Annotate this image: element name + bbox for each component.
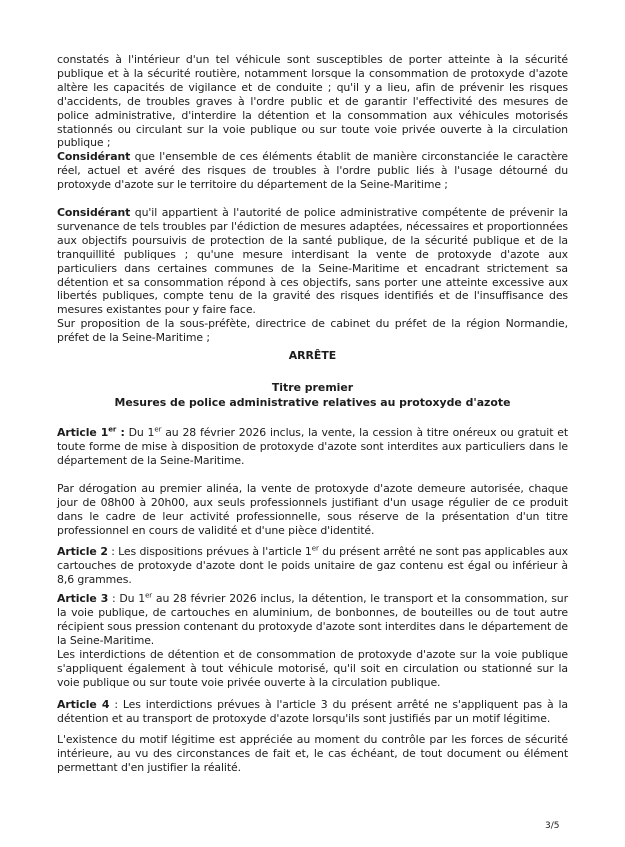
page-number: 3/5: [545, 821, 560, 831]
article-4-motif: [57, 733, 568, 775]
article-4-label: Article 4: [57, 698, 110, 711]
paragraph-text: au 28 février 2026 inclus, la détention, le transport et la consommation, sur la voie publique, de cartouches en aluminium, de bonbonnes, de bouteilles ou de tout autre récipient sous pression contenant du protoxyde d'azote sont interdites dans le département de la Seine-Maritime.: [57, 592, 568, 647]
paragraph-proposition: [57, 317, 568, 345]
paragraph-text: : Les interdictions prévues à l'article 3 du présent arrêté ne s'appliquent pas à la détention et au transport de protoxyde d'azote lorsqu'ils sont justifiés par un motif légitime.: [57, 698, 568, 725]
paragraph-intro-continuation: [57, 53, 568, 150]
paragraph-text: que l'ensemble de ces éléments établit de manière circonstanciée le caractère réel, actuel et avéré des risques de troubles à l'ordre public liés à l'usage détourné du protoxyde d'azote sur le territoire du département de la Seine-Maritime ;: [57, 150, 568, 191]
considerant-keyword: Considérant: [57, 150, 131, 163]
article-1-label: Article 1er :: [57, 425, 125, 439]
paragraph-text: du présent arrêté ne sont pas applicables aux cartouches de protoxyde d'azote dont le poids unitaire de gaz contenu est égal ou inférieur à 8,6 grammes.: [57, 545, 568, 586]
paragraph-text: L'existence du motif légitime est appréciée au moment du contrôle par les forces de sécurité intérieure, au vu des circonstances de fait et, le cas échéant, de tout document ou élément permettant d'en justifier la réalité.: [57, 733, 568, 774]
article-2: Article 2 : Les dispositions prévues à l'article 1er du présent arrêté ne sont pas applicables aux cartouches de protoxyde d'azote dont le poids unitaire de gaz contenu est égal ou inférieur à 8,6 grammes.: [57, 544, 568, 586]
article-4: [57, 698, 568, 726]
paragraph-text: Sur proposition de la sous-préfète, directrice de cabinet du préfet de la région Normandie, préfet de la Seine-Maritime ;: [57, 317, 568, 344]
arrete-heading: ARRÊTE: [288, 349, 337, 362]
paragraph-text: Par dérogation au premier alinéa, la vente de protoxyde d'azote demeure autorisée, chaque jour de 08h00 à 20h00, aux seuls professionnels justifiant d'un usage régulier de ce produit dans le cadre de leur activité professionnelle, sous réserve de la présentation d'un titre professionnel en cours de validité et d'une pièce d'identité.: [57, 482, 568, 537]
paragraph-text: Les interdictions de détention et de consommation de protoxyde d'azote sur la voie publique s'appliquent également à tout véhicule motorisé, qu'il soit en circulation ou stationné sur la voie publique ou sur toute voie privée ouverte à la circulation publique.: [57, 648, 568, 689]
title-subheading: Mesures de police administrative relatives au protoxyde d'azote: [114, 396, 511, 409]
article-3: Article 3 : Du 1er au 28 février 2026 inclus, la détention, le transport et la consommation, sur la voie publique, de cartouches en aluminium, de bonbonnes, de bouteilles ou de tout autre récipient sous pression contenant du protoxyde d'azote sont interdites dans le département de la Seine-Maritime.: [57, 591, 568, 647]
article-2-label: Article 2: [57, 545, 108, 558]
paragraph-text: qu'il appartient à l'autorité de police administrative compétente de prévenir la survenance de tels troubles par l'édiction de mesures adaptées, nécessaires et proportionnées aux objectifs poursuivis de protection de la santé publique, de la sécurité publique et de la tranquillité publiques ; qu'une mesure interdisant la vente de protoxyde d'azote aux particuliers dans certaines communes de la Seine-Maritime et encadrant strictement sa détention et sa consommation répond à ces objectifs, sans porter une atteinte excessive aux libertés publiques, compte tenu de la gravité des risques identifiés et de l'insuffisance des mesures existantes pour y faire face.: [57, 206, 568, 317]
paragraph-text: au 28 février 2026 inclus, la vente, la cession à titre onéreux ou gratuit et toute forme de mise à disposition de protoxyde d'azote sont interdites aux particuliers dans le département de la Seine-Maritime.: [57, 426, 568, 467]
article-3-vehicles: [57, 648, 568, 690]
paragraph-considerant-2: [57, 206, 568, 317]
considerant-keyword: Considérant: [57, 206, 131, 219]
article-1: Article 1er : Du 1er au 28 février 2026 inclus, la vente, la cession à titre onéreux ou gratuit et toute forme de mise à disposition de protoxyde d'azote sont interdites aux particuliers dans le département de la Seine-Maritime.: [57, 425, 568, 467]
title-heading: Titre premier: [271, 381, 354, 394]
paragraph-considerant-1: [57, 150, 568, 192]
paragraph-text: constatés à l'intérieur d'un tel véhicule sont susceptibles de porter atteinte à la sécurité publique et à la sécurité routière, notamment lorsque la consommation de protoxyde d'azote altère les capacités de vigilance et de conduite ; qu'il y a lieu, afin de prévenir les risques d'accidents, de troubles graves à l'ordre public et de garantir l'effectivité des mesures de police administrative, d'interdire la détention et la consommation aux véhicules motorisés stationnés ou circulant sur la voie publique ou sur toute voie privée ouverte à la circulation publique ;: [57, 53, 568, 150]
article-1-derogation: [57, 482, 568, 538]
article-3-label: Article 3: [57, 592, 109, 605]
